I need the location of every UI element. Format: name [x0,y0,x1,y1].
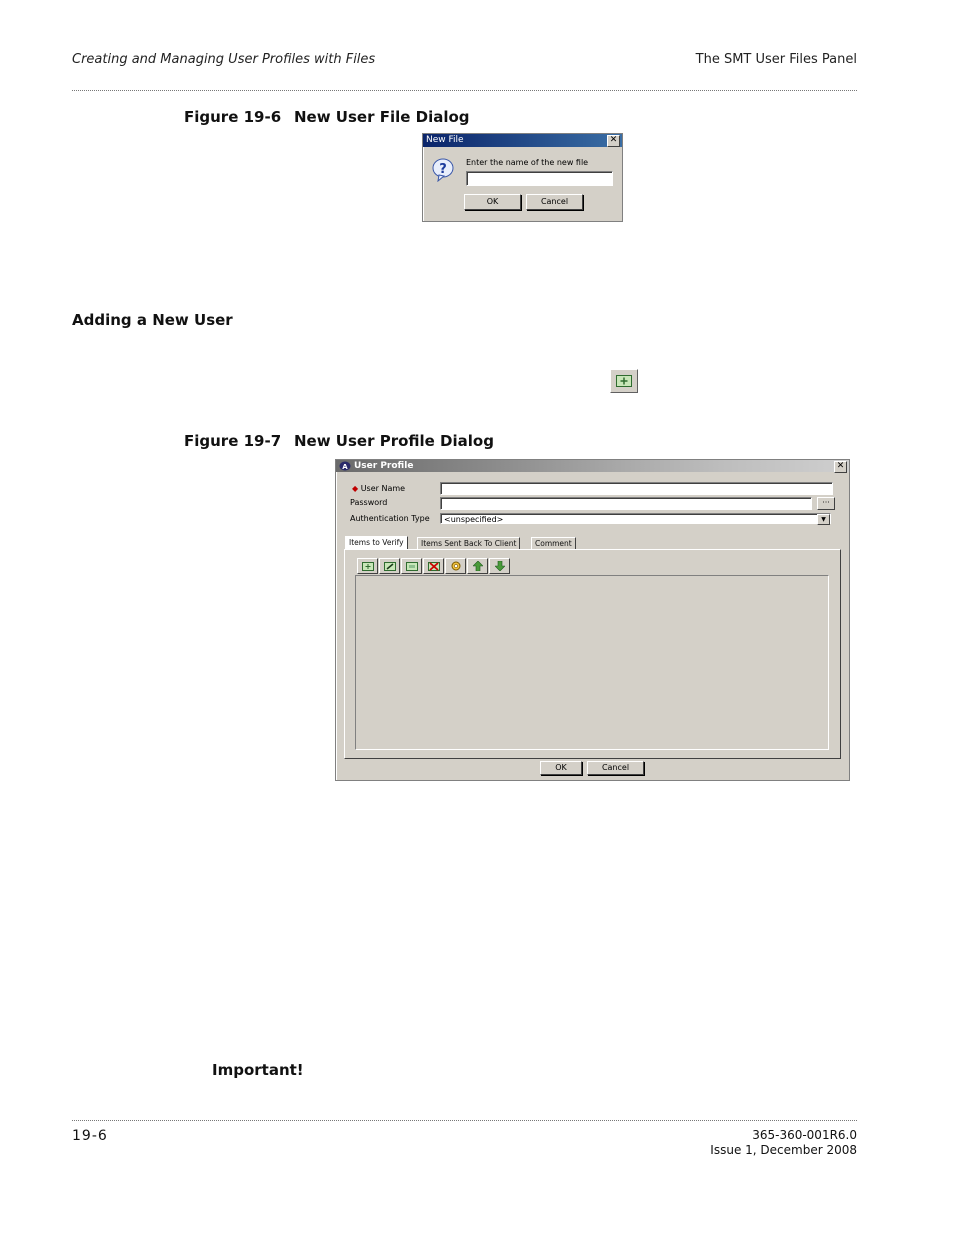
search-item-button[interactable] [445,558,466,574]
figure-title: New User File Dialog [294,108,470,126]
user-name-label-text: User Name [360,484,406,493]
app-logo-icon [339,461,350,471]
figure-caption-1 [184,108,470,126]
question-icon [432,158,454,180]
section-heading: Adding a New User [72,311,233,329]
auth-type-select[interactable] [440,513,831,524]
prompt-label: Enter the name of the new file [466,158,589,167]
footer-doc-info [710,1128,857,1158]
copy-item-button[interactable] [401,558,422,574]
auth-type-value: <unspecified> [444,515,504,524]
user-name-label [352,484,405,493]
figure-title: New User Profile Dialog [294,432,494,450]
password-label: Password [350,498,388,507]
running-header-right: The SMT User Files Panel [695,52,857,67]
close-button[interactable]: ✕ [834,461,847,473]
dialog-title: User Profile [354,461,414,471]
figure-caption-2 [184,432,494,450]
tab-items-to-verify[interactable]: Items to Verify [345,536,408,550]
figure-number: Figure 19-7 [184,432,282,450]
required-marker-icon: ◆ [352,484,359,493]
footer-rule [72,1120,857,1121]
file-name-input[interactable] [466,171,613,186]
password-browse-button[interactable]: ··· [817,497,835,510]
auth-type-label: Authentication Type [350,514,430,523]
dialog-titlebar [423,134,622,147]
tab-items-sent-back[interactable]: Items Sent Back To Client [417,537,520,550]
new-file-dialog [422,133,623,222]
cancel-button[interactable]: Cancel [587,761,644,775]
dialog-titlebar [336,460,849,472]
svg-text:A: A [342,463,348,471]
move-up-button[interactable] [467,558,488,574]
items-toolbar [357,558,517,574]
password-input[interactable] [440,497,812,510]
copy-icon [406,562,418,571]
ok-button[interactable]: OK [464,194,521,210]
add-item-button[interactable] [357,558,378,574]
arrow-up-icon [473,561,483,571]
user-name-input[interactable] [440,482,833,495]
figure-number: Figure 19-6 [184,108,282,126]
user-profile-dialog [335,459,850,781]
find-icon [450,561,462,571]
cancel-button[interactable]: Cancel [526,194,583,210]
running-header-left: Creating and Managing User Profiles with Files [72,52,376,67]
svg-text:?: ? [439,162,447,177]
items-list[interactable] [355,575,829,750]
arrow-down-icon [495,561,505,571]
close-button[interactable]: ✕ [607,135,620,147]
delete-item-button[interactable] [423,558,444,574]
add-user-icon [610,369,638,393]
ok-button[interactable]: OK [540,761,582,775]
add-icon [362,562,374,571]
move-down-button[interactable] [489,558,510,574]
edit-icon [384,562,396,571]
page-number: 19-6 [72,1128,108,1144]
tab-panel [344,549,841,759]
tab-comment[interactable]: Comment [531,537,576,550]
dialog-title: New File [426,135,464,145]
issue-date: Issue 1, December 2008 [710,1143,857,1157]
header-rule [72,90,857,91]
delete-icon [428,562,440,571]
important-note-heading: Important! [212,1061,304,1079]
edit-item-button[interactable] [379,558,400,574]
chevron-down-icon[interactable]: ▼ [817,514,830,525]
doc-number: 365-360-001R6.0 [752,1128,857,1142]
